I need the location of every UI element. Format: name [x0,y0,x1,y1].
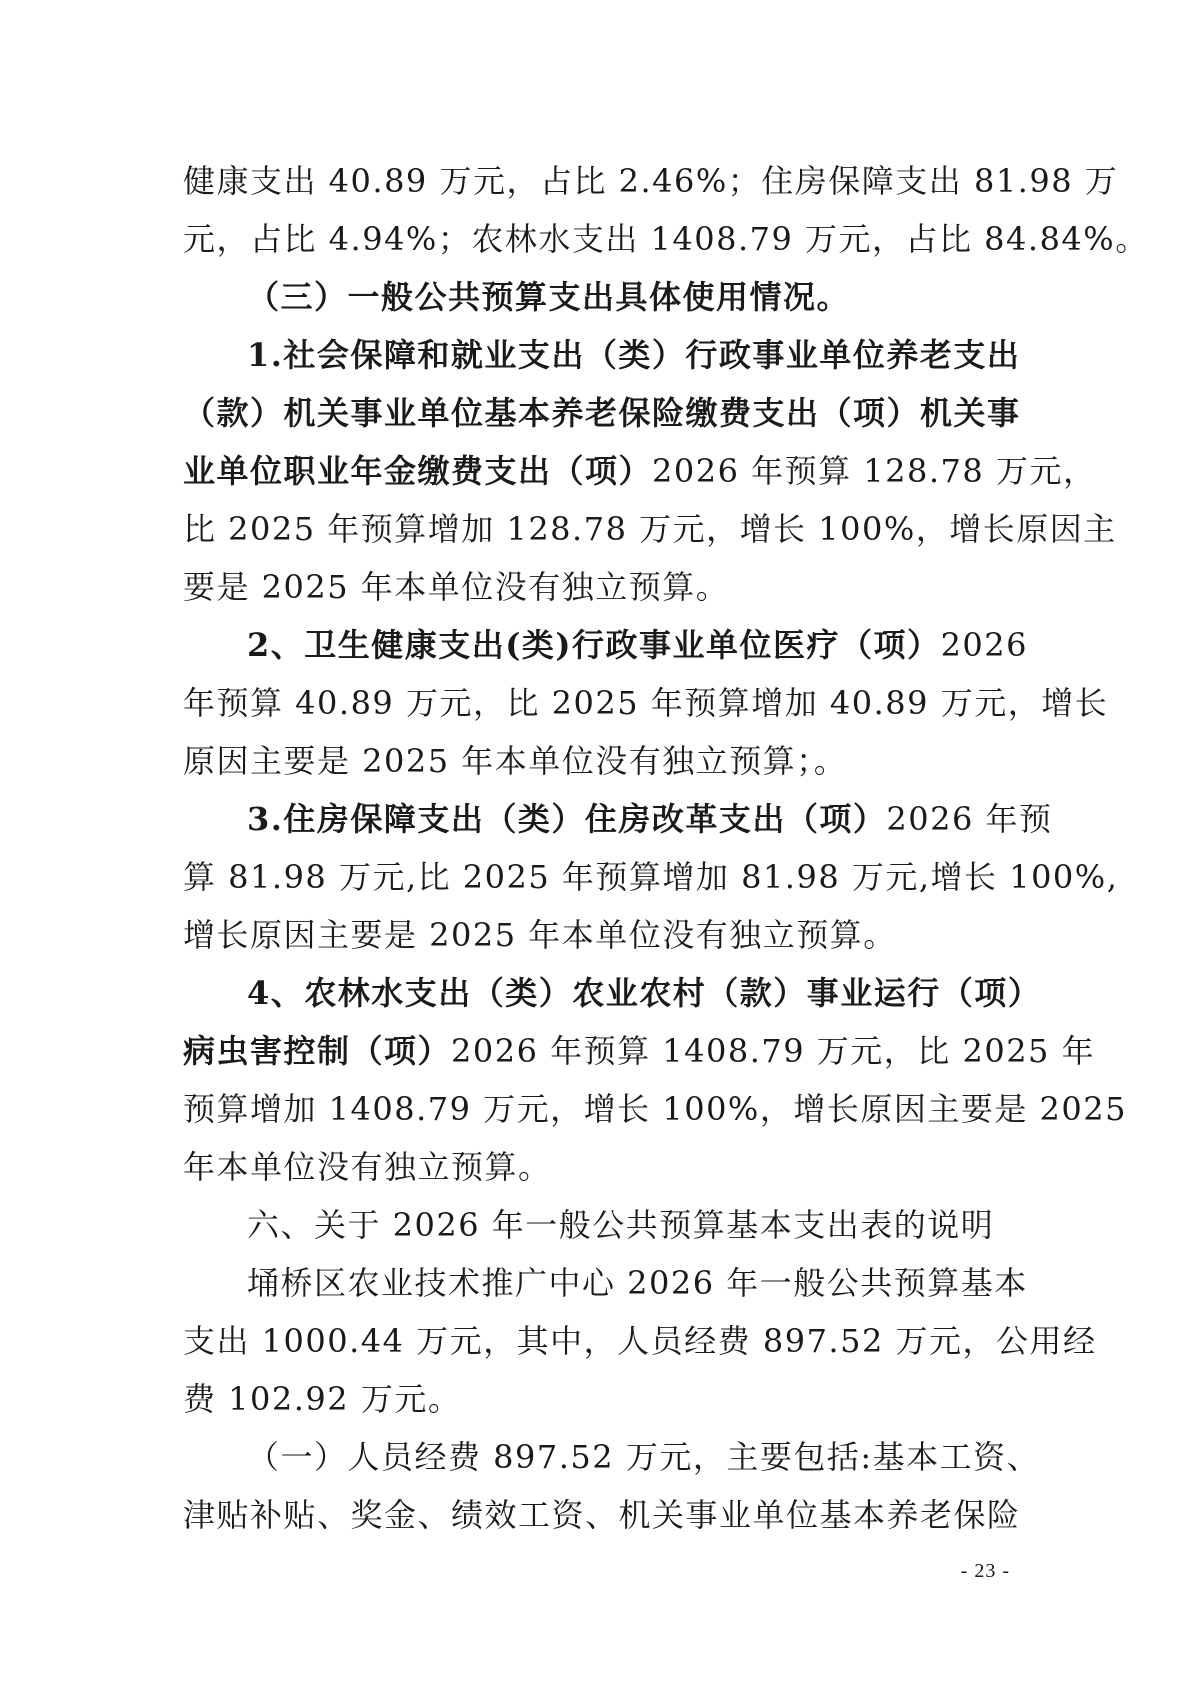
text-line: 年本单位没有独立预算。 [183,1148,552,1186]
document-body [183,152,1149,1544]
item-3-title: 3.住房保障支出（类）住房改革支出（项） [247,800,887,838]
item-1-title-end: 业单位职业年金缴费支出（项） [183,452,653,490]
item-4-text: 2026 年预算 1408.79 万元，比 2025 年 [451,1032,1096,1070]
text-line: 埇桥区农业技术推广中心 2026 年一般公共预算基本 [247,1264,1028,1302]
item-4-title-cont: 病虫害控制（项） [183,1032,452,1070]
item-2-text: 2026 [940,626,1028,664]
text-line: 预算增加 1408.79 万元，增长 100%，增长原因主要是 2025 [183,1090,1127,1128]
text-line [183,616,1028,674]
text-line [183,790,1053,848]
item-1-title: 1.社会保障和就业支出（类）行政事业单位养老支出 [247,336,1021,374]
text-line: 健康支出 40.89 万元，占比 2.46%；住房保障支出 81.98 万 [183,162,1119,200]
text-line: 要是 2025 年本单位没有独立预算。 [183,568,730,606]
item-3-text: 2026 年预 [886,800,1053,838]
text-line [183,1022,1096,1080]
item-2-title: 2、卫生健康支出(类)行政事业单位医疗（项） [247,626,941,664]
text-line [183,442,1097,500]
text-line: 津贴补贴、奖金、绩效工资、机关事业单位基本养老保险 [183,1496,1021,1534]
text-line: 元，占比 4.94%；农林水支出 1408.79 万元，占比 84.84%。 [183,220,1149,258]
text-line: 费 102.92 万元。 [183,1380,462,1418]
text-line: 比 2025 年预算增加 128.78 万元，增长 100%，增长原因主 [183,510,1117,548]
section-heading: （三）一般公共预算支出具体使用情况。 [247,278,851,316]
text-line: 增长原因主要是 2025 年本单位没有独立预算。 [183,916,897,954]
text-line: 支出 1000.44 万元，其中，人员经费 897.52 万元，公用经 [183,1322,1097,1360]
item-1-title-cont: （款）机关事业单位基本养老保险缴费支出（项）机关事 [183,394,1021,432]
item-4-title: 4、农林水支出（类）农业农村（款）事业运行（项） [247,974,1042,1012]
section-heading: 六、关于 2026 年一般公共预算基本支出表的说明 [247,1206,995,1244]
item-1-text: 2026 年预算 128.78 万元， [652,452,1097,490]
page-number: - 23 - [960,1560,1010,1582]
text-line: （一）人员经费 897.52 万元，主要包括:基本工资、 [247,1438,1041,1476]
text-line: 算 81.98 万元,比 2025 年预算增加 81.98 万元,增长 100%, [183,858,1119,896]
text-line: 年预算 40.89 万元，比 2025 年预算增加 40.89 万元，增长 [183,684,1109,722]
text-line: 原因主要是 2025 年本单位没有独立预算；。 [183,742,848,780]
